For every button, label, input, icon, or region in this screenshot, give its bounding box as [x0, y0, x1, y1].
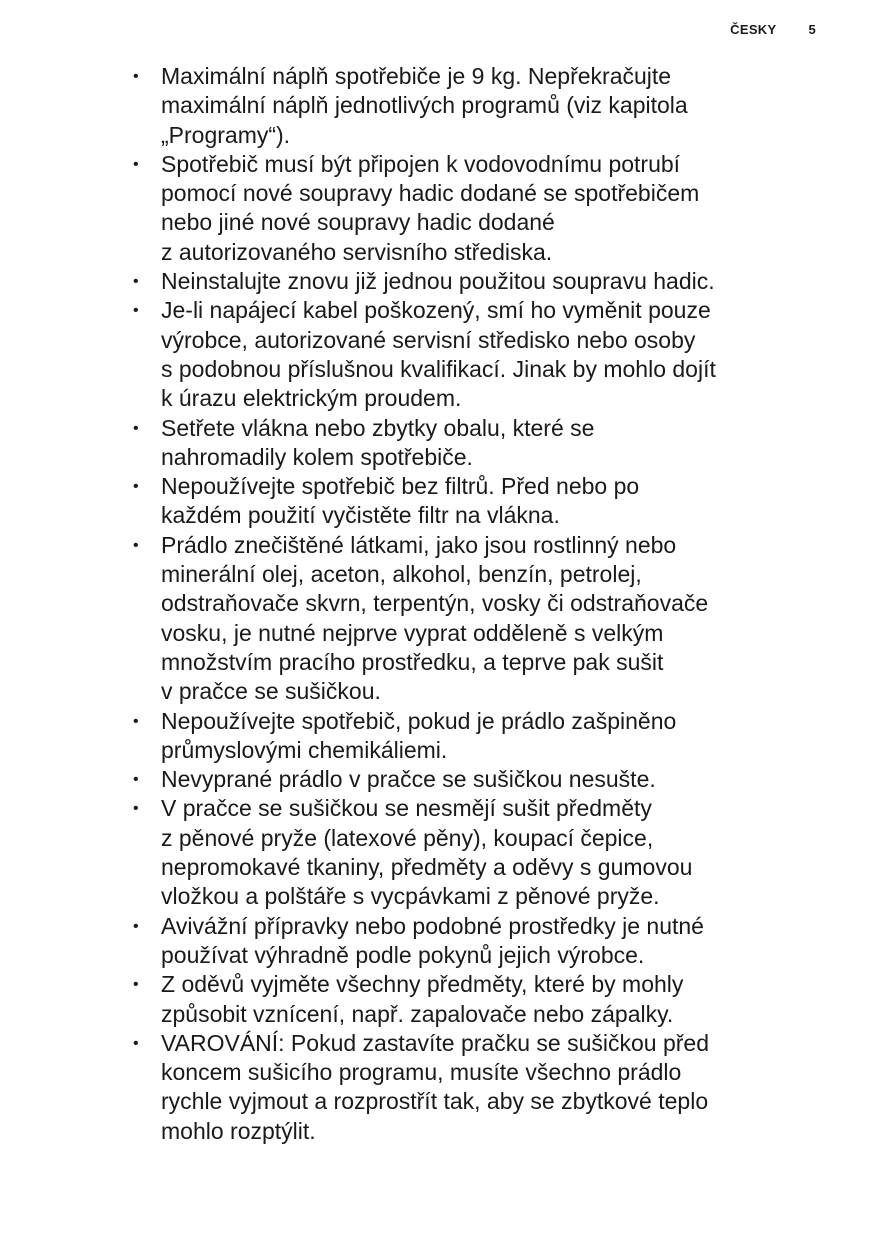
page-header: [730, 22, 816, 37]
list-item-text: Nevyprané prádlo v pračce se sušičkou nesušte.: [161, 766, 656, 793]
list-item-text: Nepoužívejte spotřebič, pokud je prádlo zašpiněno průmyslovými chemikáliemi.: [161, 707, 677, 763]
list-item: [133, 472, 833, 531]
bullet-icon: •: [133, 155, 139, 173]
bullet-icon: •: [133, 1034, 139, 1052]
page-number: 5: [808, 22, 816, 37]
bullet-icon: •: [133, 419, 139, 437]
list-item-text: V pračce se sušičkou se nesmějí sušit předměty z pěnové pryže (latexové pěny), koupací čepice, nepromokavé tkaniny, předměty a oděvy s gumovou vložkou a polštáře s vycpávkami z pěnové pryže.: [161, 795, 693, 910]
bullet-icon: •: [133, 771, 139, 789]
list-item-text: Je-li napájecí kabel poškozený, smí ho vyměnit pouze výrobce, autorizované servisní středisko nebo osoby s podobnou příslušnou kvalifikací. Jinak by mohlo dojít k úrazu elektrickým proudem.: [161, 297, 716, 412]
bullet-icon: •: [133, 800, 139, 818]
list-item-text: Nepoužívejte spotřebič bez filtrů. Před nebo po každém použití vyčistěte filtr na vlákna.: [161, 473, 640, 529]
list-item: [133, 62, 833, 150]
list-item: [133, 267, 833, 296]
list-item-text: Prádlo znečištěné látkami, jako jsou rostlinný nebo minerální olej, aceton, alkohol, benzín, petrolej, odstraňovače skvrn, terpentýn, vosky či odstraňovače vosku, je nutné nejprve vyprat odděleně s velkým množstvím pracího prostředku, a teprve pak sušit v pračce se sušičkou.: [161, 531, 709, 705]
bullet-icon: •: [133, 478, 139, 496]
safety-instructions-list: [133, 62, 833, 1146]
list-item-text: Setřete vlákna nebo zbytky obalu, které se nahromadily kolem spotřebiče.: [161, 414, 595, 470]
list-item: [133, 765, 833, 794]
list-item-text: Maximální náplň spotřebiče je 9 kg. Nepřekračujte maximální náplň jednotlivých programů (viz kapitola „Programy“).: [161, 63, 688, 148]
bullet-icon: •: [133, 68, 139, 85]
list-item: [133, 150, 833, 267]
bullet-icon: •: [133, 273, 139, 291]
list-item-text: Z oděvů vyjměte všechny předměty, které by mohly způsobit vznícení, např. zapalovače nebo zápalky.: [161, 971, 684, 1027]
bullet-icon: •: [133, 712, 139, 730]
list-item-text: VAROVÁNÍ: Pokud zastavíte pračku se sušičkou před koncem sušicího programu, musíte všechno prádlo rychle vyjmout a rozprostřít tak, aby se zbytkové teplo mohlo rozptýlit.: [161, 1029, 709, 1144]
list-item-text: Spotřebič musí být připojen k vodovodnímu potrubí pomocí nové soupravy hadic dodané se spotřebičem nebo jiné nové soupravy hadic dodané z autorizovaného servisního střediska.: [161, 150, 700, 265]
list-item-text: Avivážní přípravky nebo podobné prostředky je nutné používat výhradně podle pokynů jejich výrobce.: [161, 912, 704, 968]
list-item: [133, 1029, 833, 1146]
language-label: ČESKY: [730, 22, 777, 37]
list-item-text: Neinstalujte znovu již jednou použitou soupravu hadic.: [161, 268, 715, 295]
bullet-icon: •: [133, 917, 139, 935]
list-item: [133, 912, 833, 971]
list-item: [133, 414, 833, 473]
bullet-icon: •: [133, 536, 139, 554]
list-item: [133, 531, 833, 707]
list-item: [133, 296, 833, 413]
list-item: [133, 707, 833, 766]
bullet-icon: •: [133, 976, 139, 994]
list-item: [133, 794, 833, 911]
list-item: [133, 970, 833, 1029]
bullet-icon: •: [133, 302, 139, 320]
